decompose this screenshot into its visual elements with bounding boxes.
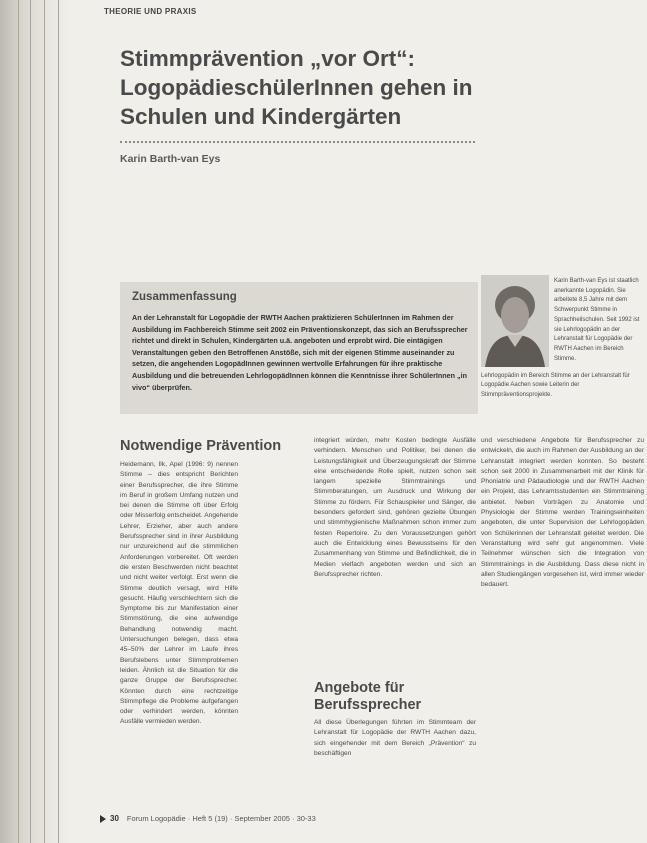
portrait-image xyxy=(481,275,549,367)
abstract-heading: Zusammenfassung xyxy=(132,291,237,303)
author-name: Karin Barth-van Eys xyxy=(120,153,221,165)
section-label: THEORIE UND PRAXIS xyxy=(104,7,197,16)
body-column-1: Heidemann, Ilk, Apel (1996: 9) nennen Stimme – dies entspricht Berichten einer Berufssprecher, die ihre Stimme im Beruf in großem Umfang nutzen und bei denen die Stimme oft über Erfolg oder Misserfolg entscheidet. Angehende Lehrer, Erzieher, aber auch andere Berufssprecher sind in ihrer Ausbildung nur unzureichend auf die stimmlichen Anforderungen vorbereitet. Oft werden die ersten Beschwerden nicht beachtet und nicht weiter verfolgt. Erst wenn die Stimme deutlich versagt, wird Hilfe gesucht. Häufig verschlechtern sich die Symptome bis zur Manifestation einer Stimmstörung, die eine aufwendige Behandlung notwendig macht. Untersuchungen belegen, dass etwa 45–50% der Lehrer im Laufe ihres Berufslebens unter Stimmproblemen leiden. Ähnlich ist die Situation für die ganze Gruppe der Berufssprecher. Könnten durch eine rechtzeitige Stimmpflege die Probleme aufgefangen oder verhindert werden, könnten Ausfälle vermieden werden. xyxy=(120,461,238,726)
section-heading-offers: Angebote für Berufssprecher xyxy=(314,680,422,713)
page-footer xyxy=(100,814,316,823)
body-column-3: und verschiedene Angebote für Berufssprecher zu entwickeln, die auch im Rahmen der Ausbildung an der Lehranstalt integriert werden konnten. So besteht schon seit 2000 in Zusammenarbeit mit der Klinik für Phoniatrie und Pädaudiologie und der RWTH Aachen ein Projekt, das Lehramtsstudenten ein Stimmtraining anbietet. Neben Vorträgen zu Anatomie und Physiologie der Stimme werden Trainingseinheiten angeboten, die unter Supervision der Lehrlogopäden von Schülerinnen der Lehranstalt geleitet werden. Die Veranstaltung wird sehr gut angenommen. Viele Teilnehmer wünschen sich die Integration von Stimmtrainings in die Ausbildung. Dass diese nicht in allen Studiengängen vorgesehen ist, wird immer wieder bedauert. xyxy=(481,437,644,589)
page-binding xyxy=(0,0,70,843)
author-bio-continued: Lehrlogopädin im Bereich Stimme an der Lehranstalt für Logopädie Aachen sowie Leiterin der Stimmpräventionsprojekte. xyxy=(481,373,630,398)
page-number: 30 xyxy=(110,814,119,823)
abstract-box xyxy=(120,282,478,414)
body-column-2-continued: All diese Überlegungen führten im Stimmteam der Lehranstalt für Logopädie der RWTH Aachen dazu, sich eingehender mit dem Bereich „Prävention“ zu beschäftigen xyxy=(314,719,476,757)
abstract-text: An der Lehranstalt für Logopädie der RWTH Aachen praktizieren SchülerInnen im Rahmen der Ausbildung im Fachbereich Stimme seit 2002 ein Präventionskonzept, das sich an Berufssprecher richtet und direkt in Schulen, Kindergärten u.ä. angeboten und erprobt wird. Die eintägigen Veranstaltungen geben den Betroffenen Anstöße, sich mit der eigenen Stimme auseinander zu setzen, die angehenden LogopädInnen gewinnen wertvolle Erfahrungen für ihre praktische Ausbildung und die betreuenden LehrlogopädInnen können die Kenntnisse ihrer SchülerInnen „in vivo“ überprüfen. xyxy=(132,313,468,392)
journal-citation: Forum Logopädie · Heft 5 (19) · September 2005 · 30-33 xyxy=(126,814,316,823)
arrow-icon xyxy=(100,815,106,823)
section-heading-prevention: Notwendige Prävention xyxy=(120,438,282,454)
article-title: Stimmprävention „vor Ort“: LogopädieschülerInnen gehen in Schulen und Kindergärten xyxy=(120,46,473,129)
title-divider xyxy=(120,141,475,143)
author-bio: Karin Barth-van Eys ist staatlich anerkannte Logopädin. Sie arbeitete 8,5 Jahre mit dem Schwerpunkt Stimme in Sprachheilschulen. Seit 1992 ist sie Lehrlogopädin an der Lehranstalt für Logopädie der RWTH Aachen im Bereich Stimme. xyxy=(554,278,640,362)
body-column-2: integriert würden, mehr Kosten bedingte Ausfälle verhindern. Menschen und Politiker, bei denen die Leistungsfähigkeit und Überzeugungskraft der Stimme eine entscheidende Rolle spielt, nutzen schon seit langem spezielle Stimmtrainings und Stimmberatungen, um Ausdruck und Wirkung der Stimme zu fördern. Für Schauspieler und Sänger, die besonders gefordert sind, gehören gezielte Übungen und stimmhygienische Maßnahmen schon immer zum festen Repertoire. Zu den Voraussetzungen gehört auch die Entwicklung eines Bewusstseins für den Zusammenhang von Stimme und Befindlichkeit, die in Medien vielfach angeboten werden und sich an Berufssprecher richten. xyxy=(314,437,476,578)
author-photo xyxy=(481,275,549,367)
